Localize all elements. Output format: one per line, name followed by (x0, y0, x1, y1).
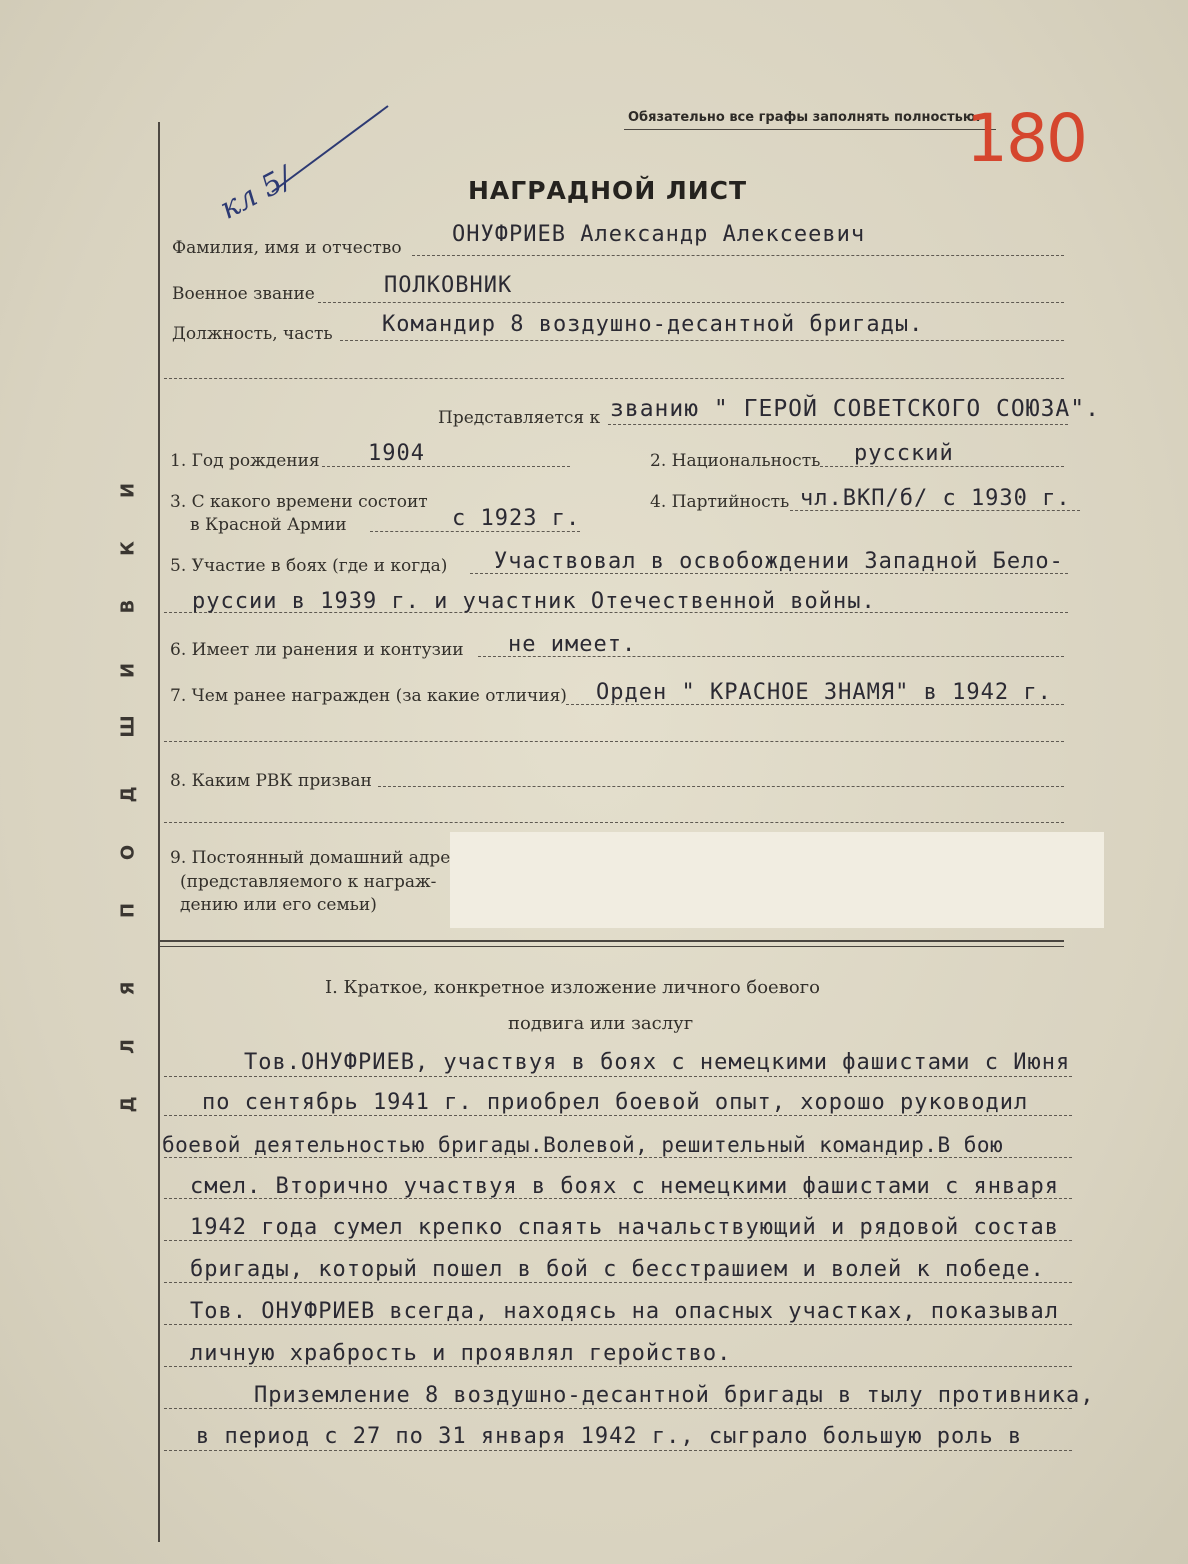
side-letter: Д (117, 786, 139, 803)
statement-line: бригады, который пошел в бой с бесстрашием и волей к победе. (190, 1257, 1045, 1282)
text-line (164, 1076, 1072, 1077)
statement-line: 1942 года сумел крепко спаять начальствующий и рядовой состав (190, 1215, 1059, 1240)
service-since-line (370, 531, 580, 532)
service-since-label-2: в Красной Армии (190, 515, 347, 535)
birth-year-value: 1904 (368, 441, 425, 466)
nominated-label: Представляется к (438, 408, 601, 428)
text-line (164, 1408, 1072, 1409)
statement-line: Тов. ОНУФРИЕВ всегда, находясь на опасных участках, показывал (190, 1299, 1059, 1324)
position-label: Должность, часть (172, 324, 333, 344)
battles-value-2: руссии в 1939 г. и участник Отечественной войны. (192, 589, 876, 614)
separator-line-2 (160, 946, 1064, 947)
service-since-label: 3. С какого времени состоит (170, 492, 428, 512)
name-value: ОНУФРИЕВ Александр Алексеевич (452, 222, 866, 247)
rank-line (318, 302, 1064, 303)
statement-line: боевой деятельностью бригады.Волевой, решительный командир.В бою (162, 1133, 1004, 1157)
nationality-label: 2. Национальность (650, 451, 821, 471)
margin-line (158, 122, 160, 1542)
archive-number: 180 (966, 100, 1086, 177)
position-line-2 (164, 378, 1064, 379)
side-letter: Я (117, 981, 139, 996)
text-line (164, 1115, 1072, 1116)
redacted-address (450, 832, 1104, 928)
note-underline (624, 129, 996, 130)
fill-all-fields-note: Обязательно все графы заполнять полностью. (628, 110, 981, 125)
draft-office-line-2 (164, 822, 1064, 823)
side-letter: Ш (117, 715, 139, 738)
party-value: чл.ВКП/б/ с 1930 г. (800, 486, 1071, 511)
rank-value: ПОЛКОВНИК (384, 273, 513, 298)
address-label-3: дению или его семьи) (180, 895, 377, 915)
handwritten-stroke (270, 100, 390, 200)
nationality-value: русский (854, 441, 954, 466)
draft-office-label: 8. Каким РВК призван (170, 771, 372, 791)
statement-line: Приземление 8 воздушно-десантной бригады в тылу противника, (254, 1383, 1095, 1408)
previous-awards-label: 7. Чем ранее награжден (за какие отличия) (170, 686, 567, 706)
text-line (164, 1157, 1072, 1158)
statement-line: Тов.ОНУФРИЕВ, участвуя в боях с немецкими фашистами с Июня (244, 1050, 1071, 1075)
nationality-line (820, 466, 1064, 467)
separator-line (160, 940, 1064, 942)
side-letter: Д (117, 1096, 139, 1113)
service-since-value: с 1923 г. (452, 506, 581, 531)
battles-value-1: Участвовал в освобождении Западной Бело- (494, 549, 1064, 574)
section-heading-2: подвига или заслуг (508, 1013, 694, 1034)
birth-year-line (322, 466, 570, 467)
draft-office-line (378, 786, 1064, 787)
text-line (164, 1282, 1072, 1283)
text-line (164, 1324, 1072, 1325)
side-letter: П (117, 902, 139, 919)
document-title: НАГРАДНОЙ ЛИСТ (468, 176, 748, 205)
statement-line: в период с 27 по 31 января 1942 г., сыграло большую роль в (196, 1424, 1023, 1449)
previous-awards-value: Орден " КРАСНОЕ ЗНАМЯ" в 1942 г. (596, 680, 1052, 705)
side-letter: Л (117, 1039, 139, 1054)
party-label: 4. Партийность (650, 492, 790, 512)
nominated-line (608, 424, 1068, 425)
battles-label: 5. Участие в боях (где и когда) (170, 556, 448, 576)
wounds-label: 6. Имеет ли ранения и контузии (170, 640, 464, 660)
text-line (164, 1240, 1072, 1241)
position-line (340, 340, 1064, 341)
nominated-value: званию " ГЕРОЙ СОВЕТСКОГО СОЮЗА". (610, 396, 1100, 422)
statement-line: личную храбрость и проявлял геройство. (190, 1341, 732, 1366)
name-line (412, 255, 1064, 256)
text-line (164, 1450, 1072, 1451)
statement-line: смел. Вторично участвуя в боях с немецкими фашистами с января (190, 1174, 1059, 1199)
side-letter: К (117, 541, 139, 556)
statement-line: по сентябрь 1941 г. приобрел боевой опыт, хорошо руководил (202, 1090, 1029, 1115)
side-letter: И (117, 482, 139, 499)
address-label-2: (представляемого к награж- (180, 872, 437, 892)
birth-year-label: 1. Год рождения (170, 451, 320, 471)
position-value: Командир 8 воздушно-десантной бригады. (382, 312, 924, 337)
previous-awards-line-2 (164, 741, 1064, 742)
side-letter: И (117, 662, 139, 679)
section-heading: I. Краткое, конкретное изложение личного боевого (325, 977, 820, 998)
text-line (164, 1366, 1072, 1367)
wounds-value: не имеет. (508, 632, 637, 657)
side-letter: О (117, 844, 139, 861)
address-label: 9. Постоянный домашний адре (170, 848, 451, 868)
side-letter: В (117, 599, 139, 614)
handwritten-mark: кл 5/ (214, 160, 298, 227)
name-label: Фамилия, имя и отчество (172, 238, 402, 258)
rank-label: Военное звание (172, 284, 315, 304)
